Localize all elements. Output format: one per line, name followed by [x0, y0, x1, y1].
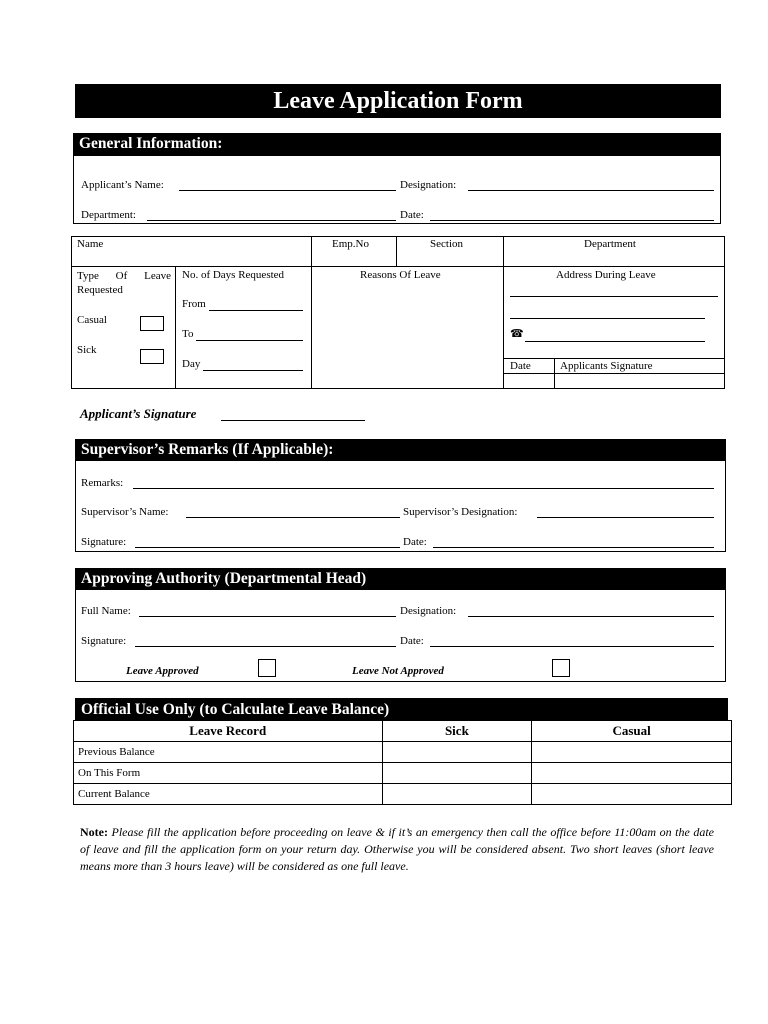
applicant-signature-field[interactable] [221, 420, 365, 421]
address-during-leave-header: Address During Leave [556, 269, 656, 281]
supervisor-date-field[interactable] [433, 547, 714, 548]
department-header: Department [584, 238, 636, 250]
remarks-field[interactable] [133, 488, 714, 489]
supervisor-designation-label: Supervisor’s Designation: [403, 506, 518, 518]
date-field[interactable] [430, 220, 714, 221]
official-use-heading: Official Use Only (to Calculate Leave Balance) [75, 698, 728, 721]
grid-divider [71, 266, 725, 267]
leave-not-approved-checkbox[interactable] [552, 659, 570, 677]
leave-record-header: Leave Record [74, 721, 383, 742]
section-header: Section [430, 238, 463, 250]
current-balance-sick-cell[interactable] [382, 784, 532, 805]
grid-date-field[interactable] [504, 374, 554, 388]
from-label: From [182, 298, 206, 310]
table-row [74, 763, 732, 784]
days-requested-label: No. of Days Requested [182, 269, 285, 281]
reasons-of-leave-field[interactable] [312, 282, 502, 388]
casual-header: Casual [532, 721, 732, 742]
department-field[interactable] [147, 220, 396, 221]
date-label: Date: [400, 209, 424, 221]
approving-date-label: Date: [400, 635, 424, 647]
applicants-signature-header: Applicants Signature [560, 360, 653, 372]
leave-approved-label: Leave Approved [126, 665, 199, 677]
designation-label: Designation: [400, 179, 457, 191]
leave-not-approved-label: Leave Not Approved [352, 665, 444, 677]
full-name-label: Full Name: [81, 605, 131, 617]
applicant-name-field[interactable] [179, 190, 396, 191]
address-line-2[interactable] [510, 318, 705, 319]
general-info-heading: General Information: [73, 133, 721, 156]
on-this-form-sick-cell[interactable] [382, 763, 532, 784]
grid-divider [503, 236, 504, 389]
note-paragraph [80, 824, 714, 875]
sick-header: Sick [382, 721, 532, 742]
grid-divider [503, 358, 725, 359]
approving-heading: Approving Authority (Departmental Head) [75, 568, 726, 590]
department-label: Department: [81, 209, 136, 221]
grid-divider [396, 236, 397, 266]
address-line-1[interactable] [510, 296, 718, 297]
on-this-form-casual-cell[interactable] [532, 763, 732, 784]
full-name-field[interactable] [139, 616, 396, 617]
remarks-label: Remarks: [81, 477, 124, 489]
previous-balance-sick-cell[interactable] [382, 742, 532, 763]
casual-checkbox[interactable] [140, 316, 164, 331]
grid-divider [175, 266, 176, 389]
sick-label: Sick [77, 344, 97, 356]
supervisor-heading: Supervisor’s Remarks (If Applicable): [75, 439, 726, 461]
leave-balance-table [73, 720, 732, 805]
supervisor-name-label: Supervisor’s Name: [81, 506, 169, 518]
leave-approved-checkbox[interactable] [258, 659, 276, 677]
grid-signature-field[interactable] [555, 374, 724, 388]
applicant-signature-label: Applicant’s Signature [80, 406, 197, 421]
approving-date-field[interactable] [430, 646, 714, 647]
sick-checkbox[interactable] [140, 349, 164, 364]
approving-designation-label: Designation: [400, 605, 457, 617]
approving-signature-field[interactable] [135, 646, 396, 647]
supervisor-date-label: Date: [403, 536, 427, 548]
day-label: Day [182, 358, 201, 370]
name-header: Name [77, 238, 104, 250]
previous-balance-label: Previous Balance [74, 742, 383, 763]
phone-field[interactable] [525, 341, 705, 342]
from-field[interactable] [209, 310, 303, 311]
table-row [74, 742, 732, 763]
emp-no-header: Emp.No [332, 238, 369, 250]
note-text: Please fill the application before proceeding on leave & if it’s an emergency then call the office before 11:00am on the date of leave and fill the application form on your return day. Otherwise you will be considered absent. Two short leaves (short leave means more than 3 hours leave) will be considered as one full leave. [80, 825, 714, 873]
to-field[interactable] [196, 340, 303, 341]
supervisor-designation-field[interactable] [537, 517, 714, 518]
day-field[interactable] [203, 370, 303, 371]
supervisor-signature-label: Signature: [81, 536, 127, 548]
note-label: Note: [80, 825, 108, 839]
table-header-row [74, 721, 732, 742]
type-of-leave-label: Type Of Leave Requested [77, 270, 171, 296]
casual-label: Casual [77, 314, 107, 326]
current-balance-casual-cell[interactable] [532, 784, 732, 805]
approving-signature-label: Signature: [81, 635, 127, 647]
applicant-name-label: Applicant’s Name: [81, 179, 164, 191]
table-row [74, 784, 732, 805]
telephone-icon: ☎ [510, 328, 524, 340]
previous-balance-casual-cell[interactable] [532, 742, 732, 763]
supervisor-box [75, 460, 726, 552]
form-title: Leave Application Form [75, 84, 721, 118]
supervisor-name-field[interactable] [186, 517, 400, 518]
on-this-form-label: On This Form [74, 763, 383, 784]
current-balance-label: Current Balance [74, 784, 383, 805]
designation-field[interactable] [468, 190, 714, 191]
supervisor-signature-field[interactable] [135, 547, 400, 548]
reasons-of-leave-header: Reasons Of Leave [360, 269, 441, 281]
approving-designation-field[interactable] [468, 616, 714, 617]
to-label: To [182, 328, 194, 340]
date-header: Date [510, 360, 531, 372]
